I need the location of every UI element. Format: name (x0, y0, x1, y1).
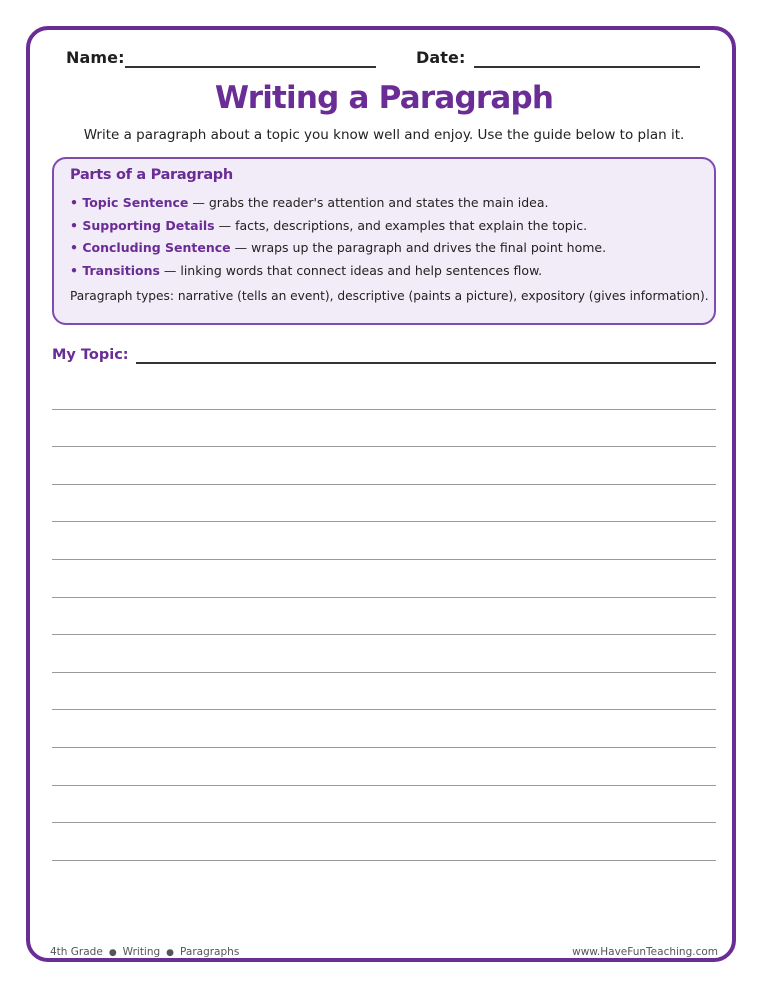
guide-item-concluding-sentence (70, 240, 606, 255)
writing-line[interactable] (52, 709, 716, 710)
guide-item-supporting-details (70, 218, 587, 233)
guide-term: • Topic Sentence (70, 195, 189, 210)
guide-description: — linking words that connect ideas and help sentences flow. (159, 263, 543, 278)
guide-description: — grabs the reader's attention and states the main idea. (188, 195, 549, 210)
guide-item-transitions (70, 263, 542, 278)
footer-topic: Paragraphs (180, 946, 240, 958)
footer-grade: 4th Grade (50, 946, 103, 958)
topic-label: My Topic: (52, 347, 129, 363)
writing-line[interactable] (52, 559, 716, 560)
guide-description: — facts, descriptions, and examples that explain the topic. (214, 218, 588, 233)
date-field-line[interactable] (474, 66, 700, 68)
guide-term: • Supporting Details (70, 218, 215, 233)
footer-subject: Writing (122, 946, 161, 958)
page-title: Writing a Paragraph (214, 80, 554, 116)
instructions-text: Write a paragraph about a topic you know well and enjoy. Use the guide below to plan it. (83, 127, 685, 143)
writing-line[interactable] (52, 597, 716, 598)
writing-line[interactable] (52, 484, 716, 485)
footer-separator: ● (166, 948, 175, 958)
footer-breadcrumb (50, 946, 239, 958)
header-fields (66, 48, 706, 72)
guide-description: — wraps up the paragraph and drives the final point home. (230, 240, 607, 255)
paragraph-types-note: Paragraph types: narrative (tells an event), descriptive (paints a picture), expository (gives information). (70, 289, 709, 303)
writing-line[interactable] (52, 785, 716, 786)
name-field-line[interactable] (125, 66, 376, 68)
footer-website: www.HaveFunTeaching.com (572, 946, 718, 958)
guide-term: • Transitions (70, 263, 160, 278)
writing-line[interactable] (52, 409, 716, 410)
writing-line[interactable] (52, 446, 716, 447)
guide-term: • Concluding Sentence (70, 240, 231, 255)
writing-line[interactable] (52, 822, 716, 823)
name-label: Name: (66, 48, 125, 67)
writing-line[interactable] (52, 672, 716, 673)
writing-line[interactable] (52, 521, 716, 522)
guide-item-topic-sentence (70, 195, 548, 210)
writing-line[interactable] (52, 634, 716, 635)
guide-title: Parts of a Paragraph (70, 167, 233, 183)
topic-field-line[interactable] (136, 362, 716, 364)
date-label: Date: (416, 48, 466, 67)
footer-separator: ● (108, 948, 117, 958)
writing-line[interactable] (52, 747, 716, 748)
guide-box (52, 157, 716, 325)
writing-line[interactable] (52, 860, 716, 861)
